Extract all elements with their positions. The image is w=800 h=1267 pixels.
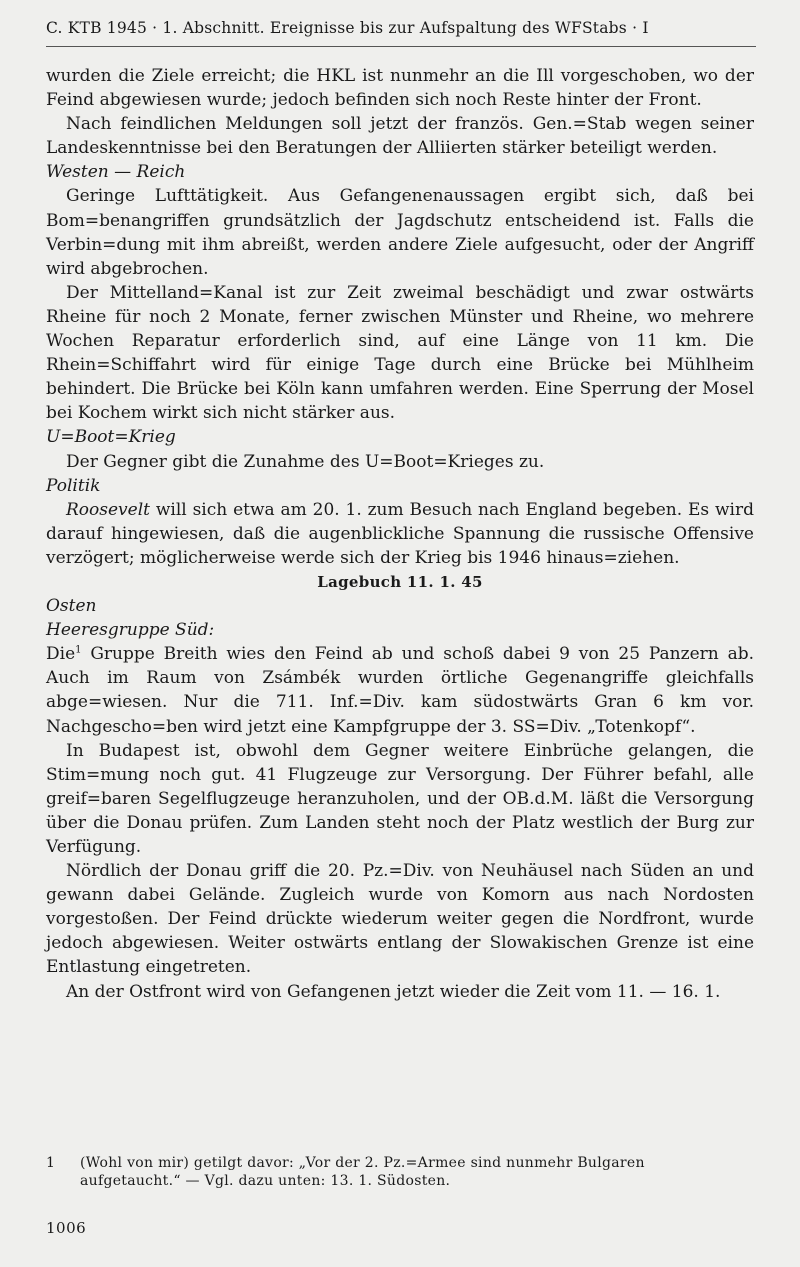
footnote: [46, 1154, 754, 1190]
section-heading: Osten: [46, 596, 97, 617]
subsection-heading: Heeresgruppe Süd:: [46, 620, 215, 641]
name-emphasis: Roosevelt: [66, 499, 150, 520]
paragraph: Nach feindlichen Meldungen soll jetzt der französ. Gen.=Stab wegen seiner Landeskenntnisse bei den Beratungen der Alliierten stärker beteiligt werden.: [46, 114, 754, 159]
paragraph: Nördlich der Donau griff die 20. Pz.=Div. von Neuhäusel nach Süden an und gewann dabei Gelände. Zugleich wurde von Komorn aus nach Nordosten vorgestoßen. Der Feind drückte wiederum weiter gegen die Nordfront, wurde jedoch abgewiesen. Weiter ostwärts entlang der Slowakischen Grenze ist eine Entlastung eingetreten.: [46, 861, 754, 978]
section-heading: Westen — Reich: [46, 162, 186, 183]
lagebuch-date-heading: Lagebuch 11. 1. 45: [317, 572, 483, 591]
paragraph: [46, 642, 754, 738]
paragraph-text: Gruppe Breith wies den Feind ab und schoß dabei 9 von 25 Panzern ab. Auch im Raum von Zsámbék wurden örtliche Gegenangriffe gleichfalls abge=wiesen. Nur die 711. Inf.=Div. kam südostwärts Gran 6 km vor. Nachgescho=ben wird jetzt eine Kampfgruppe der 3. SS=Div. „Totenkopf“.: [46, 644, 754, 737]
page-number: 1006: [46, 1219, 87, 1237]
paragraph: An der Ostfront wird von Gefangenen jetzt wieder die Zeit vom 11. — 16. 1.: [66, 981, 721, 1002]
paragraph: Der Gegner gibt die Zunahme des U=Boot=Krieges zu.: [66, 451, 545, 472]
header-rule: [46, 46, 756, 47]
footnote-reference: 1: [75, 644, 82, 656]
paragraph: wurden die Ziele erreicht; die HKL ist nunmehr an die Ill vorgeschoben, wo der Feind abgewiesen wurde; jedoch befinden sich noch Reste hinter der Front.: [46, 66, 754, 111]
section-heading: Politik: [46, 475, 101, 496]
paragraph-lead: Die: [46, 644, 76, 665]
paragraph: Geringe Lufttätigkeit. Aus Gefangenenaussagen ergibt sich, daß bei Bom=benangriffen grundsätzlich der Jagdschutz entscheidend ist. Falls die Verbin=dung mit ihm abreißt, werden andere Ziele aufgesucht, oder der Angriff wird abgebrochen.: [46, 186, 754, 279]
running-header: C. KTB 1945 · 1. Abschnitt. Ereignisse bis zur Aufspaltung des WFStabs · I: [46, 19, 649, 37]
paragraph-text: will sich etwa am 20. 1. zum Besuch nach England begeben. Es wird darauf hingewiesen, daß die augenblickliche Spannung die russische Offensive verzögert; möglicherweise werde sich der Krieg bis 1946 hinaus=ziehen.: [46, 499, 754, 568]
footnote-line: aufgetaucht.“ — Vgl. dazu unten: 13. 1. Südosten.: [80, 1173, 451, 1189]
paragraph: In Budapest ist, obwohl dem Gegner weitere Einbrüche gelangen, die Stim=mung noch gut. 41 Flugzeuge zur Versorgung. Der Führer befahl, alle greif=baren Segelflugzeuge heranzuholen, und der OB.d.M. läßt die Versorgung über die Donau prüfen. Zum Landen steht noch der Platz westlich der Burg zur Verfügung.: [46, 740, 754, 857]
paragraph: Der Mittelland=Kanal ist zur Zeit zweimal beschädigt und zwar ostwärts Rheine für noch 2 Monate, ferner zwischen Münster und Rheine, wo mehrere Wochen Reparatur erforderlich sind, auf eine Länge von 11 km. Die Rhein=Schiffahrt wird für einige Tage durch eine Brücke bei Mühlheim behindert. Die Brücke bei Köln kann umfahren werden. Eine Sperrung der Mosel bei Kochem wirkt sich nicht stärker aus.: [46, 282, 754, 424]
footnote-line: (Wohl von mir) getilgt davor: „Vor der 2. Pz.=Armee sind nunmehr Bulgaren: [80, 1155, 645, 1171]
paragraph: [46, 498, 754, 570]
body-text: [46, 64, 754, 1004]
section-heading: U=Boot=Krieg: [46, 427, 176, 448]
footnote-number: 1: [46, 1155, 56, 1171]
